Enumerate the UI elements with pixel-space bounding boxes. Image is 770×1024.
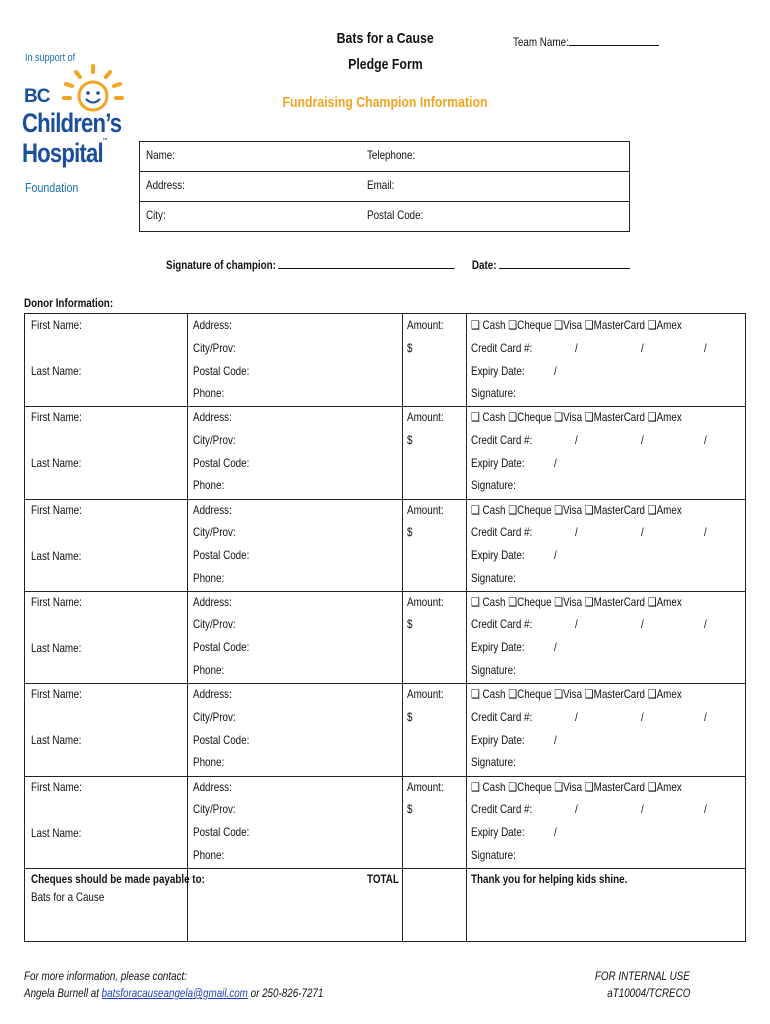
donor-city-field[interactable]: City/Prov: [193,432,236,447]
donor-dollar-sign: $ [407,432,413,447]
credit-card-field[interactable]: Credit Card #: [471,340,533,355]
donor-amount-field[interactable]: Amount: [407,687,444,702]
form-subtitle: Pledge Form [347,56,423,73]
section-title-champion: Fundraising Champion Information [282,94,488,111]
cheques-payable-label: Cheques should be made payable to: [31,871,205,886]
row-divider [25,683,745,684]
donor-first-name-field[interactable]: First Name: [31,502,82,517]
donor-table [24,313,746,942]
expiry-date-field[interactable]: Expiry Date: [471,548,525,563]
card-separator: / [575,617,578,632]
payment-method-options[interactable]: ❑ Cash ❑Cheque ❑Visa ❑MasterCard ❑Amex [471,687,682,702]
logo-foundation: Foundation [25,180,79,195]
logo-hospital: Hospital™ [22,138,107,168]
champion-city-field[interactable]: City: [146,208,166,222]
card-separator: / [641,340,644,355]
donor-postal-field[interactable]: Postal Code: [193,825,250,839]
credit-card-field[interactable]: Credit Card #: [471,432,533,447]
team-name-field[interactable]: Team Name: [513,34,659,49]
donor-phone-field[interactable]: Phone: [193,478,225,493]
credit-card-field[interactable]: Credit Card #: [471,709,533,724]
donor-address-field[interactable]: Address: [193,594,232,609]
donor-phone-field[interactable]: Phone: [193,386,225,400]
logo-support-text: In support of [25,52,76,64]
expiry-separator: / [554,363,557,378]
donor-postal-field[interactable]: Postal Code: [193,640,250,655]
champion-info-table [139,141,630,232]
payment-method-options[interactable]: ❑ Cash ❑Cheque ❑Visa ❑MasterCard ❑Amex [471,594,682,609]
donor-signature-field[interactable]: Signature: [471,478,516,493]
donor-last-name-field[interactable]: Last Name: [31,733,82,748]
internal-code: aT10004/TCRECO [606,986,690,1000]
donor-first-name-field[interactable]: First Name: [31,318,82,332]
payment-method-options[interactable]: ❑ Cash ❑Cheque ❑Visa ❑MasterCard ❑Amex [471,502,682,517]
donor-amount-field[interactable]: Amount: [407,318,444,332]
donor-amount-field[interactable]: Amount: [407,779,444,794]
internal-use-label: FOR INTERNAL USE [595,969,690,983]
donor-address-field[interactable]: Address: [193,687,232,702]
payment-method-options[interactable]: ❑ Cash ❑Cheque ❑Visa ❑MasterCard ❑Amex [471,779,682,794]
card-separator: / [575,525,578,540]
donor-postal-field[interactable]: Postal Code: [193,455,250,470]
expiry-date-field[interactable]: Expiry Date: [471,732,525,747]
donor-city-field[interactable]: City/Prov: [193,802,236,816]
champion-signature-line[interactable]: Signature of champion: Date: [166,258,630,272]
donor-city-field[interactable]: City/Prov: [193,340,236,355]
card-separator: / [641,617,644,632]
card-separator: / [575,340,578,355]
card-separator: / [704,802,707,816]
total-label: TOTAL [367,871,399,886]
donor-dollar-sign: $ [407,709,413,724]
donor-last-name-field[interactable]: Last Name: [31,548,82,563]
expiry-separator: / [554,825,557,839]
form-title: Bats for a Cause [336,30,434,47]
credit-card-field[interactable]: Credit Card #: [471,525,533,540]
donor-postal-field[interactable]: Postal Code: [193,732,250,747]
donor-signature-field[interactable]: Signature: [471,570,516,585]
expiry-date-field[interactable]: Expiry Date: [471,825,525,839]
card-separator: / [704,709,707,724]
donor-address-field[interactable]: Address: [193,318,232,332]
card-separator: / [704,617,707,632]
internal-use [560,968,690,1002]
credit-card-field[interactable]: Credit Card #: [471,617,533,632]
donor-postal-field[interactable]: Postal Code: [193,548,250,563]
donor-first-name-field[interactable]: First Name: [31,410,82,425]
donor-first-name-field[interactable]: First Name: [31,687,82,702]
expiry-separator: / [554,548,557,563]
expiry-date-field[interactable]: Expiry Date: [471,455,525,470]
expiry-date-field[interactable]: Expiry Date: [471,640,525,655]
contact-email-link[interactable]: batsforacauseangela@gmail.com [101,986,248,1000]
champion-row-address [140,172,629,202]
payment-method-options[interactable]: ❑ Cash ❑Cheque ❑Visa ❑MasterCard ❑Amex [471,410,682,425]
expiry-separator: / [554,732,557,747]
card-separator: / [641,709,644,724]
champion-row-name [140,142,629,172]
bc-childrens-hospital-foundation-logo [22,52,132,202]
divider [187,314,188,941]
donor-dollar-sign: $ [407,340,413,355]
cheques-payable-value: Bats for a Cause [31,889,105,904]
donor-address-field[interactable]: Address: [193,779,232,794]
donor-phone-field[interactable]: Phone: [193,755,225,770]
champion-email-field[interactable]: Email: [367,178,395,192]
row-divider [25,499,745,500]
row-divider [25,591,745,592]
logo-bc: BC [24,86,50,107]
contact-line: For more information, please contact: [24,969,187,983]
total-row-divider [25,868,745,869]
donor-amount-field[interactable]: Amount: [407,594,444,609]
donor-city-field[interactable]: City/Prov: [193,617,236,632]
champion-postal-field[interactable]: Postal Code: [367,208,424,222]
card-separator: / [641,432,644,447]
card-separator: / [704,432,707,447]
donor-city-field[interactable]: City/Prov: [193,709,236,724]
card-separator: / [575,802,578,816]
donor-last-name-field[interactable]: Last Name: [31,825,82,840]
donor-signature-field[interactable]: Signature: [471,662,516,677]
credit-card-field[interactable]: Credit Card #: [471,802,533,816]
logo-childrens: Children’s [22,108,122,138]
donor-address-field[interactable]: Address: [193,410,232,425]
expiry-separator: / [554,640,557,655]
donor-phone-field[interactable]: Phone: [193,570,225,585]
donor-signature-field[interactable]: Signature: [471,847,516,862]
donor-dollar-sign: $ [407,525,413,540]
donor-last-name-field[interactable]: Last Name: [31,640,82,655]
card-separator: / [575,432,578,447]
expiry-date-field[interactable]: Expiry Date: [471,363,525,378]
expiry-separator: / [554,455,557,470]
contact-info [24,968,389,1002]
contact-details: Angela Burnell at batsforacauseangela@gmail.com or 250-826-7271 [24,986,324,1000]
donor-signature-field[interactable]: Signature: [471,386,516,400]
sun-icon [58,62,128,112]
donor-postal-field[interactable]: Postal Code: [193,363,250,378]
donor-first-name-field[interactable]: First Name: [31,779,82,794]
champion-name-field[interactable]: Name: [146,148,175,162]
champion-telephone-field[interactable]: Telephone: [367,148,416,162]
donor-address-field[interactable]: Address: [193,502,232,517]
champion-row-city [140,202,629,232]
donor-dollar-sign: $ [407,802,413,816]
donor-amount-field[interactable]: Amount: [407,410,444,425]
donor-amount-field[interactable]: Amount: [407,502,444,517]
donor-dollar-sign: $ [407,617,413,632]
divider [466,314,467,941]
donor-info-heading: Donor Information: [24,296,114,310]
donor-phone-field[interactable]: Phone: [193,847,225,862]
donor-city-field[interactable]: City/Prov: [193,525,236,540]
thank-you-message: Thank you for helping kids shine. [471,871,628,886]
card-separator: / [704,340,707,355]
divider [402,314,403,941]
donor-last-name-field[interactable]: Last Name: [31,456,82,471]
donor-last-name-field[interactable]: Last Name: [31,364,82,378]
champion-address-field[interactable]: Address: [146,178,185,192]
card-separator: / [641,802,644,816]
donor-signature-field[interactable]: Signature: [471,755,516,770]
card-separator: / [704,525,707,540]
payment-method-options[interactable]: ❑ Cash ❑Cheque ❑Visa ❑MasterCard ❑Amex [471,318,682,332]
row-divider [25,776,745,777]
row-divider [25,406,745,407]
card-separator: / [641,525,644,540]
donor-first-name-field[interactable]: First Name: [31,594,82,609]
donor-phone-field[interactable]: Phone: [193,662,225,677]
card-separator: / [575,709,578,724]
